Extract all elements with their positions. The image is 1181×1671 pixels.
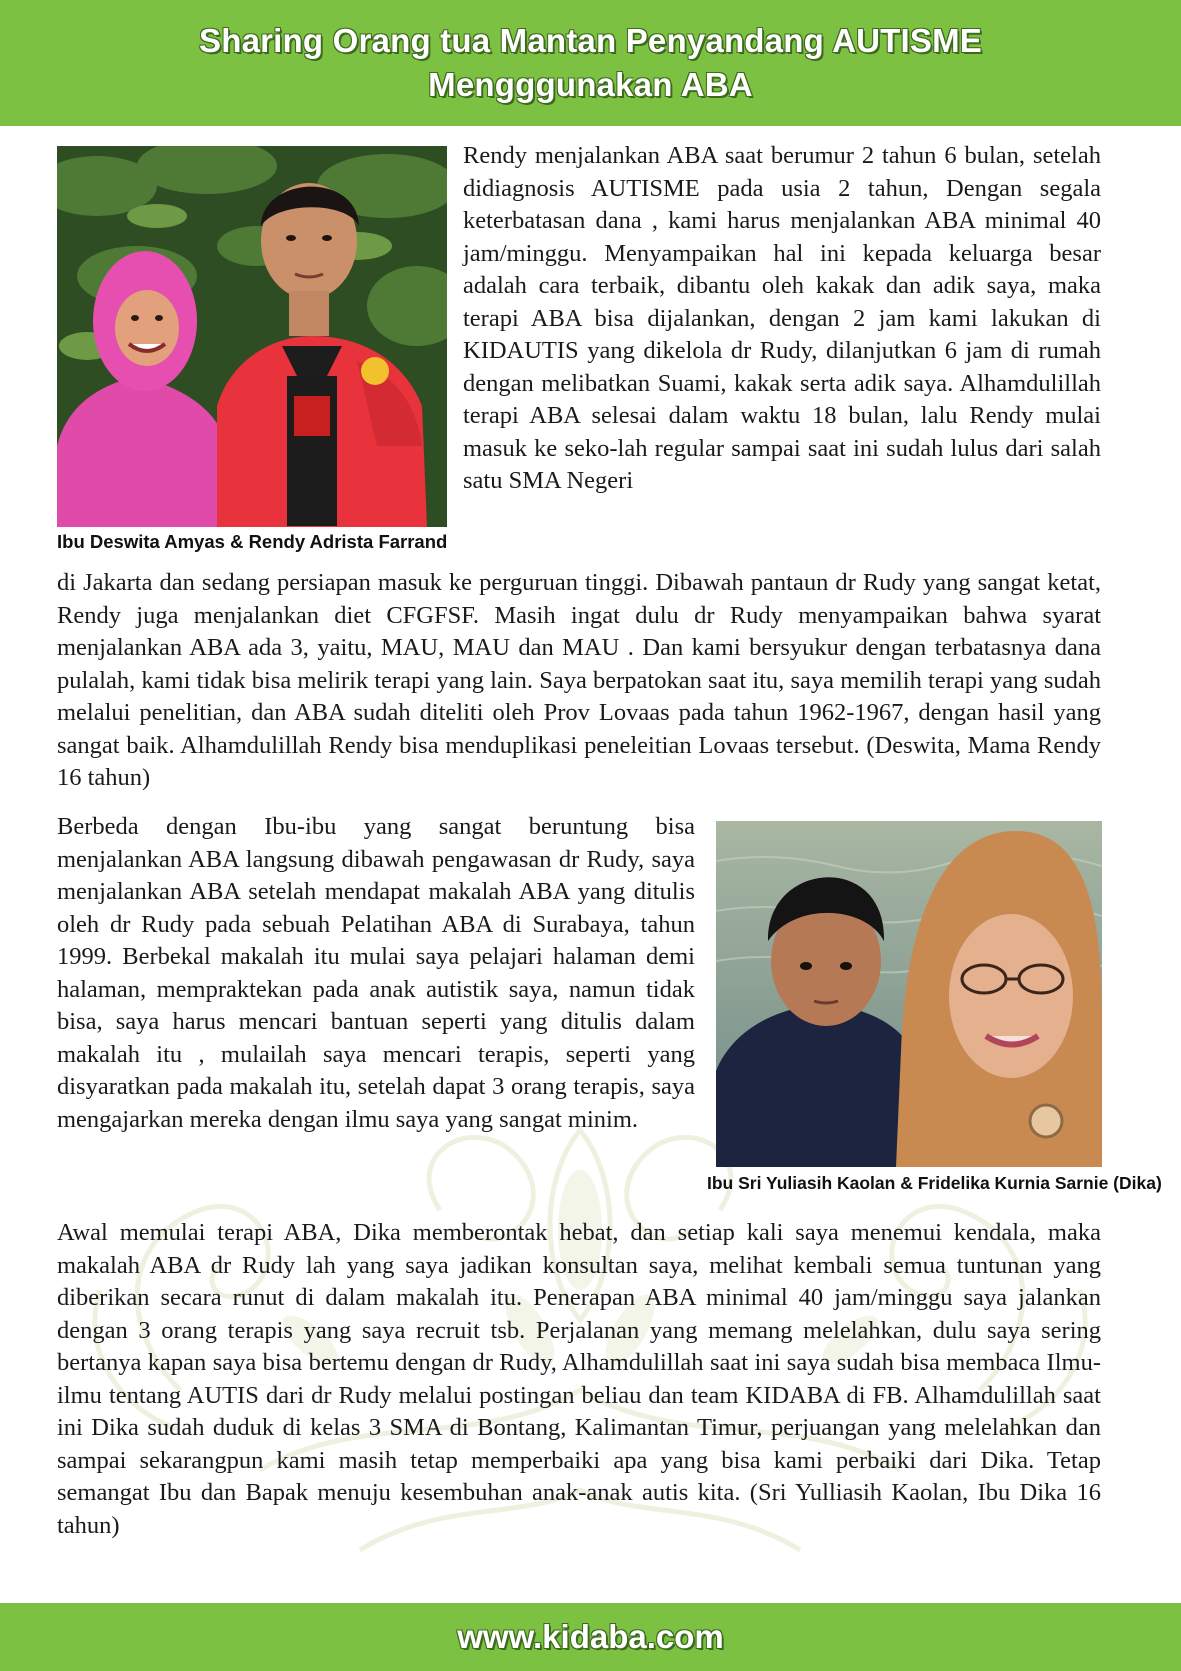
website-link[interactable]: www.kidaba.com (457, 1618, 724, 1655)
footer-banner (0, 1603, 1181, 1671)
header-banner (0, 0, 1181, 126)
story-2-side-paragraph: Berbeda dengan Ibu-ibu yang sangat beruntung bisa menjalankan ABA langsung dibawah pengawasan dr Rudy, saya menjalankan ABA setelah mendapat makalah ABA yang ditulis oleh dr Rudy pada sebuah Pelatihan ABA di Surabaya, tahun 1999. Berbekal makalah itu mulai saya pelajari halaman demi halaman, mempraktekan pada anak autistik saya, namun tidak bisa, saya harus mencari bantuan seperti yang ditulis dalam makalah itu , mulailah saya mencari terapis, seperti yang disyaratkan pada makalah itu, setelah dapat 3 orang terapis, saya mengajarkan mereka dengan ilmu saya yang sangat minim. (57, 813, 695, 1133)
photo-caption-story-2: Ibu Sri Yuliasih Kaolan & Fridelika Kurnia Sarnie (Dika) (707, 1173, 1162, 1193)
story-1-full-paragraph: di Jakarta dan sedang persiapan masuk ke perguruan tinggi. Dibawah pantaun dr Rudy yang sangat ketat, Rendy juga menjalankan diet CFGFSF. Masih ingat dulu dr Rudy menyampaikan bahwa syarat menjalankan ABA ada 3, yaitu, MAU, MAU dan MAU . Dan kami bersyukur dengan terbatasnya dana pulalah, kami tidak bisa melirik terapi yang lain. Saya berpatokan saat itu, saya memilih terapi yang sudah melalui penelitian, dan ABA sudah diteliti oleh Prov Lovaas pada tahun 1962-1967, dengan hasil yang sangat baik. Alhamdulillah Rendy bisa menduplikasi peneleitian Lovaas tersebut. (Deswita, Mama Rendy 16 tahun) (57, 569, 1101, 791)
story-2-full-paragraph: Awal memulai terapi ABA, Dika memberontak hebat, dan setiap kali saya menemui kendala, maka makalah ABA dr Rudy lah yang saya jadikan konsultan saya, melihat kembali semua tuntunan yang diberikan secara runut di dalam makalah itu. Penerapan ABA minimal 40 jam/minggu saya jalankan dengan 3 orang terapis yang saya recruit tsb. Perjalanan yang memang melelahkan, dulu saya sering bertanya kapan saya bisa bertemu dengan dr Rudy, Alhamdulillah saat ini saya sudah bisa membaca Ilmu-ilmu tentang AUTIS dari dr Rudy melalui postingan beliau dan team KIDABA di FB. Alhamdulillah saat ini Dika sudah duduk di kelas 3 SMA di Bontang, Kalimantan Timur, perjuangan yang melelahkan dan sampai sekarangpun kami masih tetap memperbaiki apa yang bisa kami perbaiki dari Dika. Tetap semangat Ibu dan Bapak menuju kesembuhan anak-anak autis kita. (Sri Yulliasih Kaolan, Ibu Dika 16 tahun) (57, 1219, 1101, 1539)
page-title-line-2: Mengggunakan ABA (428, 66, 753, 103)
photo-caption-story-1: Ibu Deswita Amyas & Rendy Adrista Farrand (57, 531, 448, 552)
photo-sri-dika (716, 821, 1102, 1167)
story-1-side-paragraph: Rendy menjalankan ABA saat berumur 2 tahun 6 bulan, setelah didiagnosis AUTISME pada usia 2 tahun, Dengan segala keterbatasan dana , kami harus menjalankan ABA minimal 40 jam/minggu. Menyampaikan hal ini kepada keluarga besar adalah cara terbaik, dibantu oleh kakak dan adik saya, maka terapi ABA bisa dijalankan, dengan 2 jam kami lakukan di KIDAUTIS yang dikelola dr Rudy, dilanjutkan 6 jam di rumah dengan melibatkan Suami, kakak serta adik saya. Alhamdulillah terapi ABA selesai dalam waktu 18 bulan, lalu Rendy mulai masuk ke seko-lah regular sampai saat ini sudah lulus dari salah satu SMA Negeri (463, 142, 1101, 494)
page-title-line-1: Sharing Orang tua Mantan Penyandang AUTISME (199, 22, 982, 59)
photo-deswita-rendy (57, 146, 447, 527)
